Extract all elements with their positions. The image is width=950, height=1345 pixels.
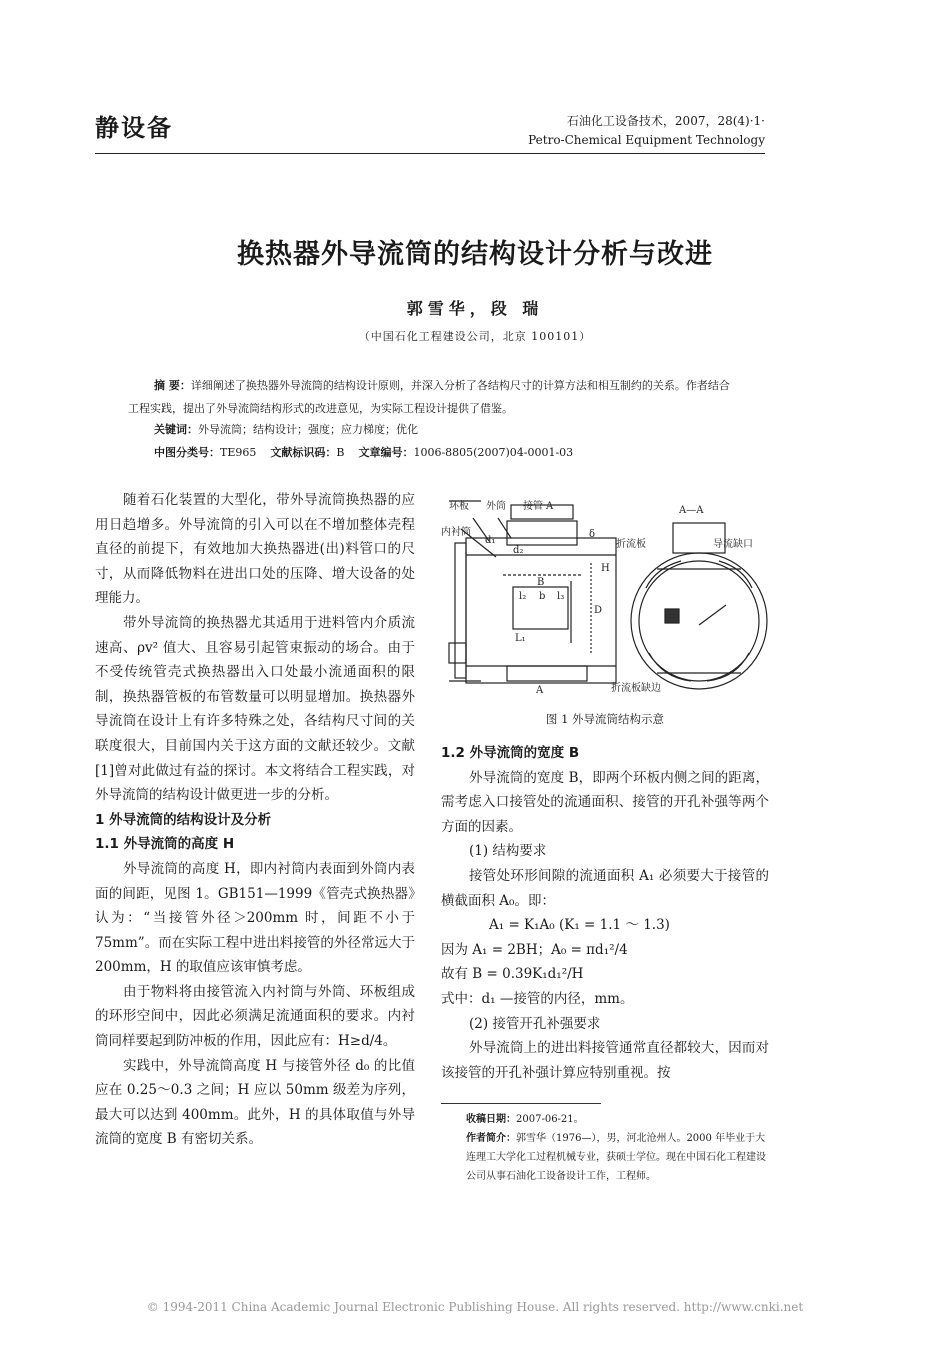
author-bio: 郭雪华（1976—），男，河北沧州人。2000 年毕业于大连理工大学化工过程机械专业，获硕士学位。现在中国石化工程建设公司从事石油化工设备设计工作，工程师。 <box>466 1133 766 1182</box>
article-title: 换热器外导流筒的结构设计分析与改进 <box>237 239 713 270</box>
abstract-text: 详细阐述了换热器外导流筒的结构设计原则，并深入分析了各结构尺寸的计算方法和相互制约的关系。作者结合工程实践，提出了外导流筒结构形式的改进意见，为实际工程设计提供了借鉴。 <box>128 379 730 415</box>
subheading: (1) 结构要求 <box>469 843 547 860</box>
paragraph: 外导流筒的高度 H，即内衬筒内表面到外筒内表面的间距，见图 1。GB151—1999《管壳式换热器》认为：“当接管外径＞200mm 时，间距不小于 75mm”。而在实际工程中进出料接管的外径常远大于 200mm，H 的取值应该审慎考虑。 <box>95 860 415 976</box>
left-column <box>95 488 415 1152</box>
label-d2: d₂ <box>513 545 524 556</box>
paragraph: 接管处环形间隙的流通面积 A₁ 必须要大于接管的横截面积 A₀。即： <box>441 867 769 909</box>
author-bio-label: 作者简介： <box>466 1133 516 1144</box>
figure-1-diagram <box>441 493 769 713</box>
header-rule <box>95 153 765 154</box>
subheading: (2) 接管开孔补强要求 <box>469 1015 601 1032</box>
label-outer-shell: 外筒 <box>486 501 506 512</box>
equation-2: 因为 A₁ = 2BH；A₀ = πd₁²/4 <box>441 941 628 958</box>
paragraph: 随着石化装置的大型化，带外导流筒换热器的应用日趋增多。外导流筒的引入可以在不增加整体壳程直径的前提下，有效地加大换热器进(出)料管口的尺寸，从而降低物料在进出口处的压降、增大设备的处理能力。 <box>95 492 415 607</box>
keywords-text: 外导流筒；结构设计；强度；应力梯度；优化 <box>198 423 418 436</box>
received-label: 收稿日期： <box>466 1114 516 1125</box>
label-nozzle: 接管 <box>523 501 543 512</box>
journal-en: Petro-Chemical Equipment Technology <box>528 133 765 147</box>
heading-1-2: 1.2 外导流筒的宽度 B <box>441 745 580 761</box>
doc-code-value: B <box>336 446 345 459</box>
equation-3: 故有 B = 0.39K₁d₁²/H <box>441 966 584 983</box>
article-no-value: 1006-8805(2007)04-0001-03 <box>413 446 574 459</box>
label-section: A—A <box>679 505 704 516</box>
heading-1: 1 外导流筒的结构设计及分析 <box>95 811 272 828</box>
keywords-label: 关键词： <box>154 423 198 436</box>
classification <box>154 444 573 460</box>
keywords <box>154 421 418 437</box>
abstract-label: 摘 要： <box>154 379 191 392</box>
paragraph: 带外导流筒的换热器尤其适用于进料管内介质流速高、ρv² 值大、且容易引起管束振动的场合。由于不受传统管壳式换热器出入口处最小流通面积的限制，换热器管板的布管数量可以明显增加。换热器外导流筒在设计上有许多特殊之处，各结构尺寸间的关联度很大，目前国内关于这方面的文献还较少。文献[1]曾对此做过有益的探讨。本文将结合工程实践，对外导流筒的结构设计做更进一步的分析。 <box>95 614 415 804</box>
label-ring-plate: 环板 <box>449 501 469 512</box>
equation-1: A₁ = K₁A₀ (K₁ = 1.1 ～ 1.3) <box>489 917 670 934</box>
label-l2: l₂ <box>519 591 527 602</box>
label-baffle-edge: 折流板缺边 <box>611 683 661 694</box>
label-d1: d₁ <box>485 535 496 546</box>
article-affiliation: （中国石化工程建设公司，北京 100101） <box>358 330 592 343</box>
paragraph: 外导流筒上的进出料接管通常直径都较大，因而对该接管的开孔补强计算应特别重视。按 <box>441 1040 769 1081</box>
label-baffle: 折流板 <box>616 539 646 550</box>
footnotes <box>466 1110 769 1186</box>
label-inner-liner: 内衬筒 <box>441 527 471 538</box>
article-authors: 郭雪华，段 瑞 <box>406 299 544 318</box>
figure-caption: 图 1 外导流筒结构示意 <box>545 712 665 726</box>
label-h: H <box>601 563 610 574</box>
equation-note: 式中：d₁ —接管的内径，mm。 <box>441 990 634 1007</box>
section-heading: 静设备 <box>95 114 173 142</box>
clc-value: TE965 <box>220 446 257 459</box>
label-a-bottom: A <box>536 685 544 696</box>
label-b: b <box>539 591 546 602</box>
journal-cn: 石油化工设备技术，2007，28(4)·1· <box>566 114 765 128</box>
label-b-width: B <box>537 577 545 588</box>
doc-code-label: 文献标识码： <box>270 446 337 459</box>
paragraph: 实践中，外导流筒高度 H 与接管外径 d₀ 的比值应在 0.25～0.3 之间；H 应以 50mm 级差为序列，最大可以达到 400mm。此外，H 的具体取值与外导流筒的宽度 B 有密切关系。 <box>95 1057 415 1148</box>
paragraph: 外导流筒的宽度 B，即两个环板内侧之间的距离，需考虑入口接管处的流通面积、接管的开孔补强等两个方面的因素。 <box>441 769 769 835</box>
journal-info <box>520 112 765 150</box>
abstract <box>128 374 740 420</box>
received-date: 2007-06-21。 <box>516 1114 584 1125</box>
copyright-footer: © 1994-2011 China Academic Journal Electronic Publishing House. All rights reserved. http://www.cnki.net <box>146 1300 804 1314</box>
paragraph: 由于物料将由接管流入内衬筒与外筒、环板组成的环形空间中，因此必须满足流通面积的要求。内衬筒同样要起到防冲板的作用，因此应有：H≥d/4。 <box>95 983 415 1050</box>
label-d: D <box>594 605 603 616</box>
heading-1-1: 1.1 外导流筒的高度 H <box>95 836 235 853</box>
label-delta: δ <box>589 529 596 540</box>
label-l1: L₁ <box>515 633 526 644</box>
footnote-rule <box>441 1103 601 1104</box>
article-no-label: 文章编号： <box>358 446 414 459</box>
right-column <box>441 741 769 1085</box>
label-gap: 导流缺口 <box>713 539 753 550</box>
label-l3: l₃ <box>557 591 565 602</box>
label-a-top: A <box>546 501 554 512</box>
clc-label: 中图分类号： <box>154 446 220 459</box>
